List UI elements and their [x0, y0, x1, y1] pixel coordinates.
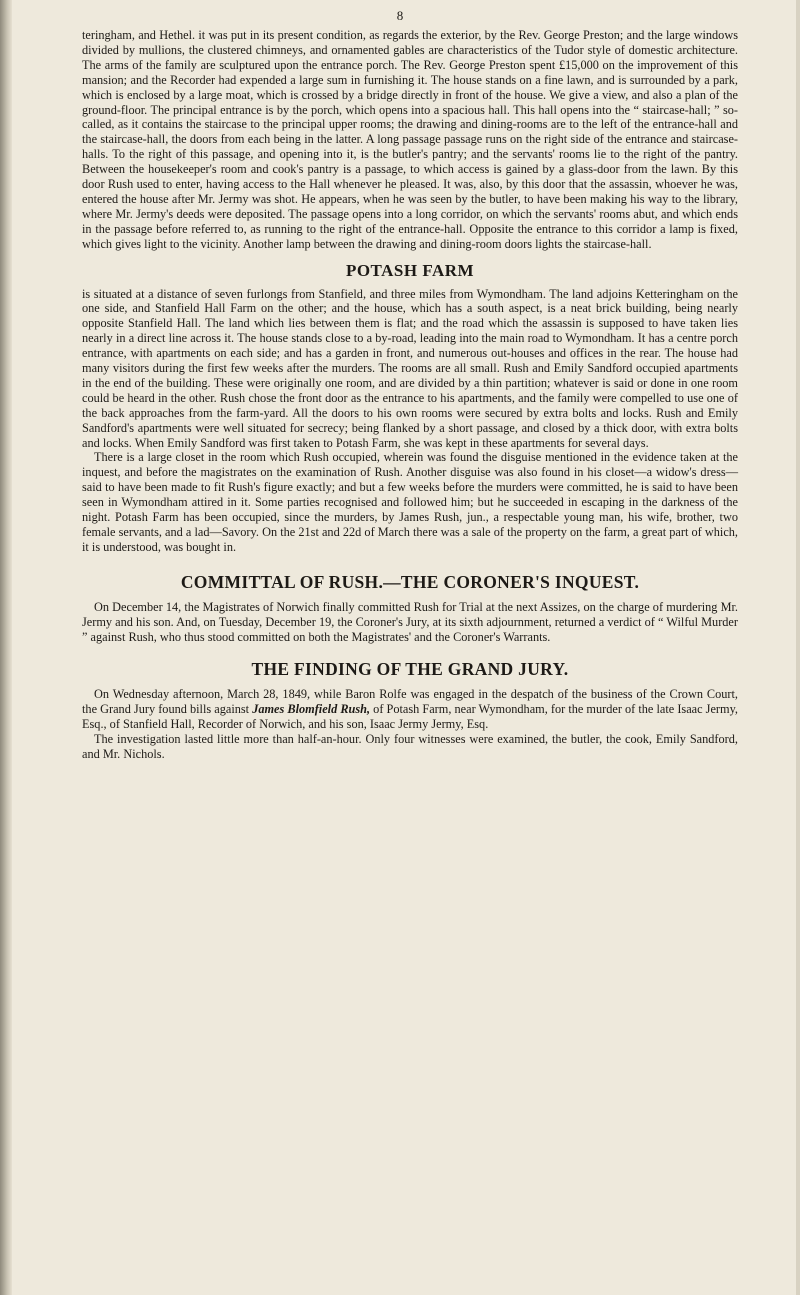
paragraph-committal: On December 14, the Magistrates of Norwich finally committed Rush for Trial at the next Assizes, on the charge of murdering Mr. Jermy and his son. And, on Tuesday, December 19, the Coroner's Jury, at its sixth adjournment, returned a verdict of “ Wilful Murder ” against Rush, who thus stood committed on both the Magistrates' and the Coroner's Warrants. — [82, 599, 738, 644]
paragraph-grand-jury — [82, 687, 738, 732]
page-number: 8 — [396, 8, 404, 23]
paragraph-investigation: The investigation lasted little more than half-an-hour. Only four witnesses were examined, the butler, the cook, Emily Sandford, and Mr. Nichols. — [82, 732, 738, 761]
heading-committal: COMMITTAL OF RUSH.—THE CORONER'S INQUEST. — [180, 571, 640, 592]
defendant-name: James Blomfield Rush, — [252, 702, 371, 717]
article-body — [82, 28, 738, 762]
paragraph-potash-farm: is situated at a distance of seven furlongs from Stanfield, and three miles from Wymondham. The land adjoins Ketteringham on the one side, and Stanfield Hall Farm on the other; and the house, which has a south aspect, is a neat brick building, being nearly opposite Stanfield Hall. The land which lies between them is flat; and the road which the assassin is supposed to have taken lies nearly in a direct line across it. The house stands close to a by-road, leading into the main road to Wymondham. It has a centre porch entrance, with apartments on each side; and has a garden in front, and numerous out-houses and offices in the rear. The house had many visitors during the first few weeks after the murders. The rooms are all small. Rush and Emily Sandford occupied apartments in the end of the building. These were originally one room, and are divided by a thin partition; whatever is said or done in one room could be heard in the other. Rush chose the front door as the entrance to his apartments, and the family were compelled to use one of the back approaches from the farm-yard. All the doors to his own rooms were secured by extra bolts and locks. Rush and Emily Sandford's apartments were well situated for secrecy; being flanked by a short passage, and closed by a thick door, with extra bolts and locks. When Emily Sandford was first taken to Potash Farm, she was kept in these apartments for several days. — [82, 286, 738, 450]
heading-potash-farm: POTASH FARM — [345, 260, 475, 280]
binding-edge — [0, 0, 12, 1295]
grand-jury-text-end: of Potash Farm, near Wymondham, for the murder of the late Isaac Jermy, Esq., of Stanfield Hall, Recorder of Norwich, and his son, Isaac Jermy Jermy, Esq. — [82, 702, 738, 732]
heading-grand-jury: THE FINDING OF THE GRAND JURY. — [251, 659, 569, 680]
paragraph-stanfield-hall: teringham, and Hethel. it was put in its present condition, as regards the exterior, by the Rev. George Preston; and the large windows divided by mullions, the clustered chimneys, and ornamented gables are characteristics of the Tudor style of domestic architecture. The arms of the family are sculptured upon the entrance porch. The Rev. George Preston spent £15,000 on the improvement of this mansion; and the Recorder had expended a large sum in furnishing it. The house stands on a fine lawn, and is surrounded by a park, which is enclosed by a large moat, which is crossed by a bridge directly in front of the house. We give a view, and also a plan of the ground-floor. The principal entrance is by the porch, which opens into a spacious hall. This hall opens into the “ staircase-hall; ” so-called, as it contains the staircase to the principal upper rooms; the drawing and dining-rooms are to the left of the entrance-hall and the staircase-hall, the doors from each being in the latter. A long passage passage runs on the right side of the entrance and staircase-halls. To the right of this passage, and opening into it, is the butler's pantry; and the servants' rooms lie to the right of the pantry. Between the housekeeper's room and cook's pantry is a passage, to which access is gained by a glass-door from the lawn. By this door Rush used to enter, having access to the Hall whenever he pleased. It was, also, by this door that the assassin, whoever he was, entered the house after Mr. Jermy was shot. He appears, when he was seen by the butler, to have been making his way to the library, where Mr. Jermy's deeds were deposited. The passage opens into a long corridor, on which the servants' rooms abut, and which ends in the passage before referred to, as running to the right of the entrance-hall. Opposite the entrance to this corridor a lamp is fixed, which gives light to the vicinity. Another lamp between the drawing and dining-room doors lights the staircase-hall. — [82, 28, 738, 251]
grand-jury-text-start: On Wednesday afternoon, March 28, 1849, while Baron Rolfe was engaged in the despatch of the business of the Crown Court, the Grand Jury found bills against — [82, 687, 738, 717]
paragraph-closet-disguise: There is a large closet in the room which Rush occupied, wherein was found the disguise mentioned in the evidence taken at the inquest, and before the magistrates on the examination of Rush. Another disguise was also found in his closet—a widow's dress—said to have been made to fit Rush's figure exactly; and but a few weeks before the murders were committed, he is said to have been seen in Wymondham attired in it. Some parties recognised and followed him; but he succeeded in escaping in the darkness of the night. Potash Farm has been occupied, since the murders, by James Rush, jun., a respectable young man, his wife, brother, two female servants, and a lad—Savory. On the 21st and 22d of March there was a sale of the property on the farm, a great part of which, it is understood, was bought in. — [82, 450, 738, 554]
page-edge — [796, 0, 800, 1295]
